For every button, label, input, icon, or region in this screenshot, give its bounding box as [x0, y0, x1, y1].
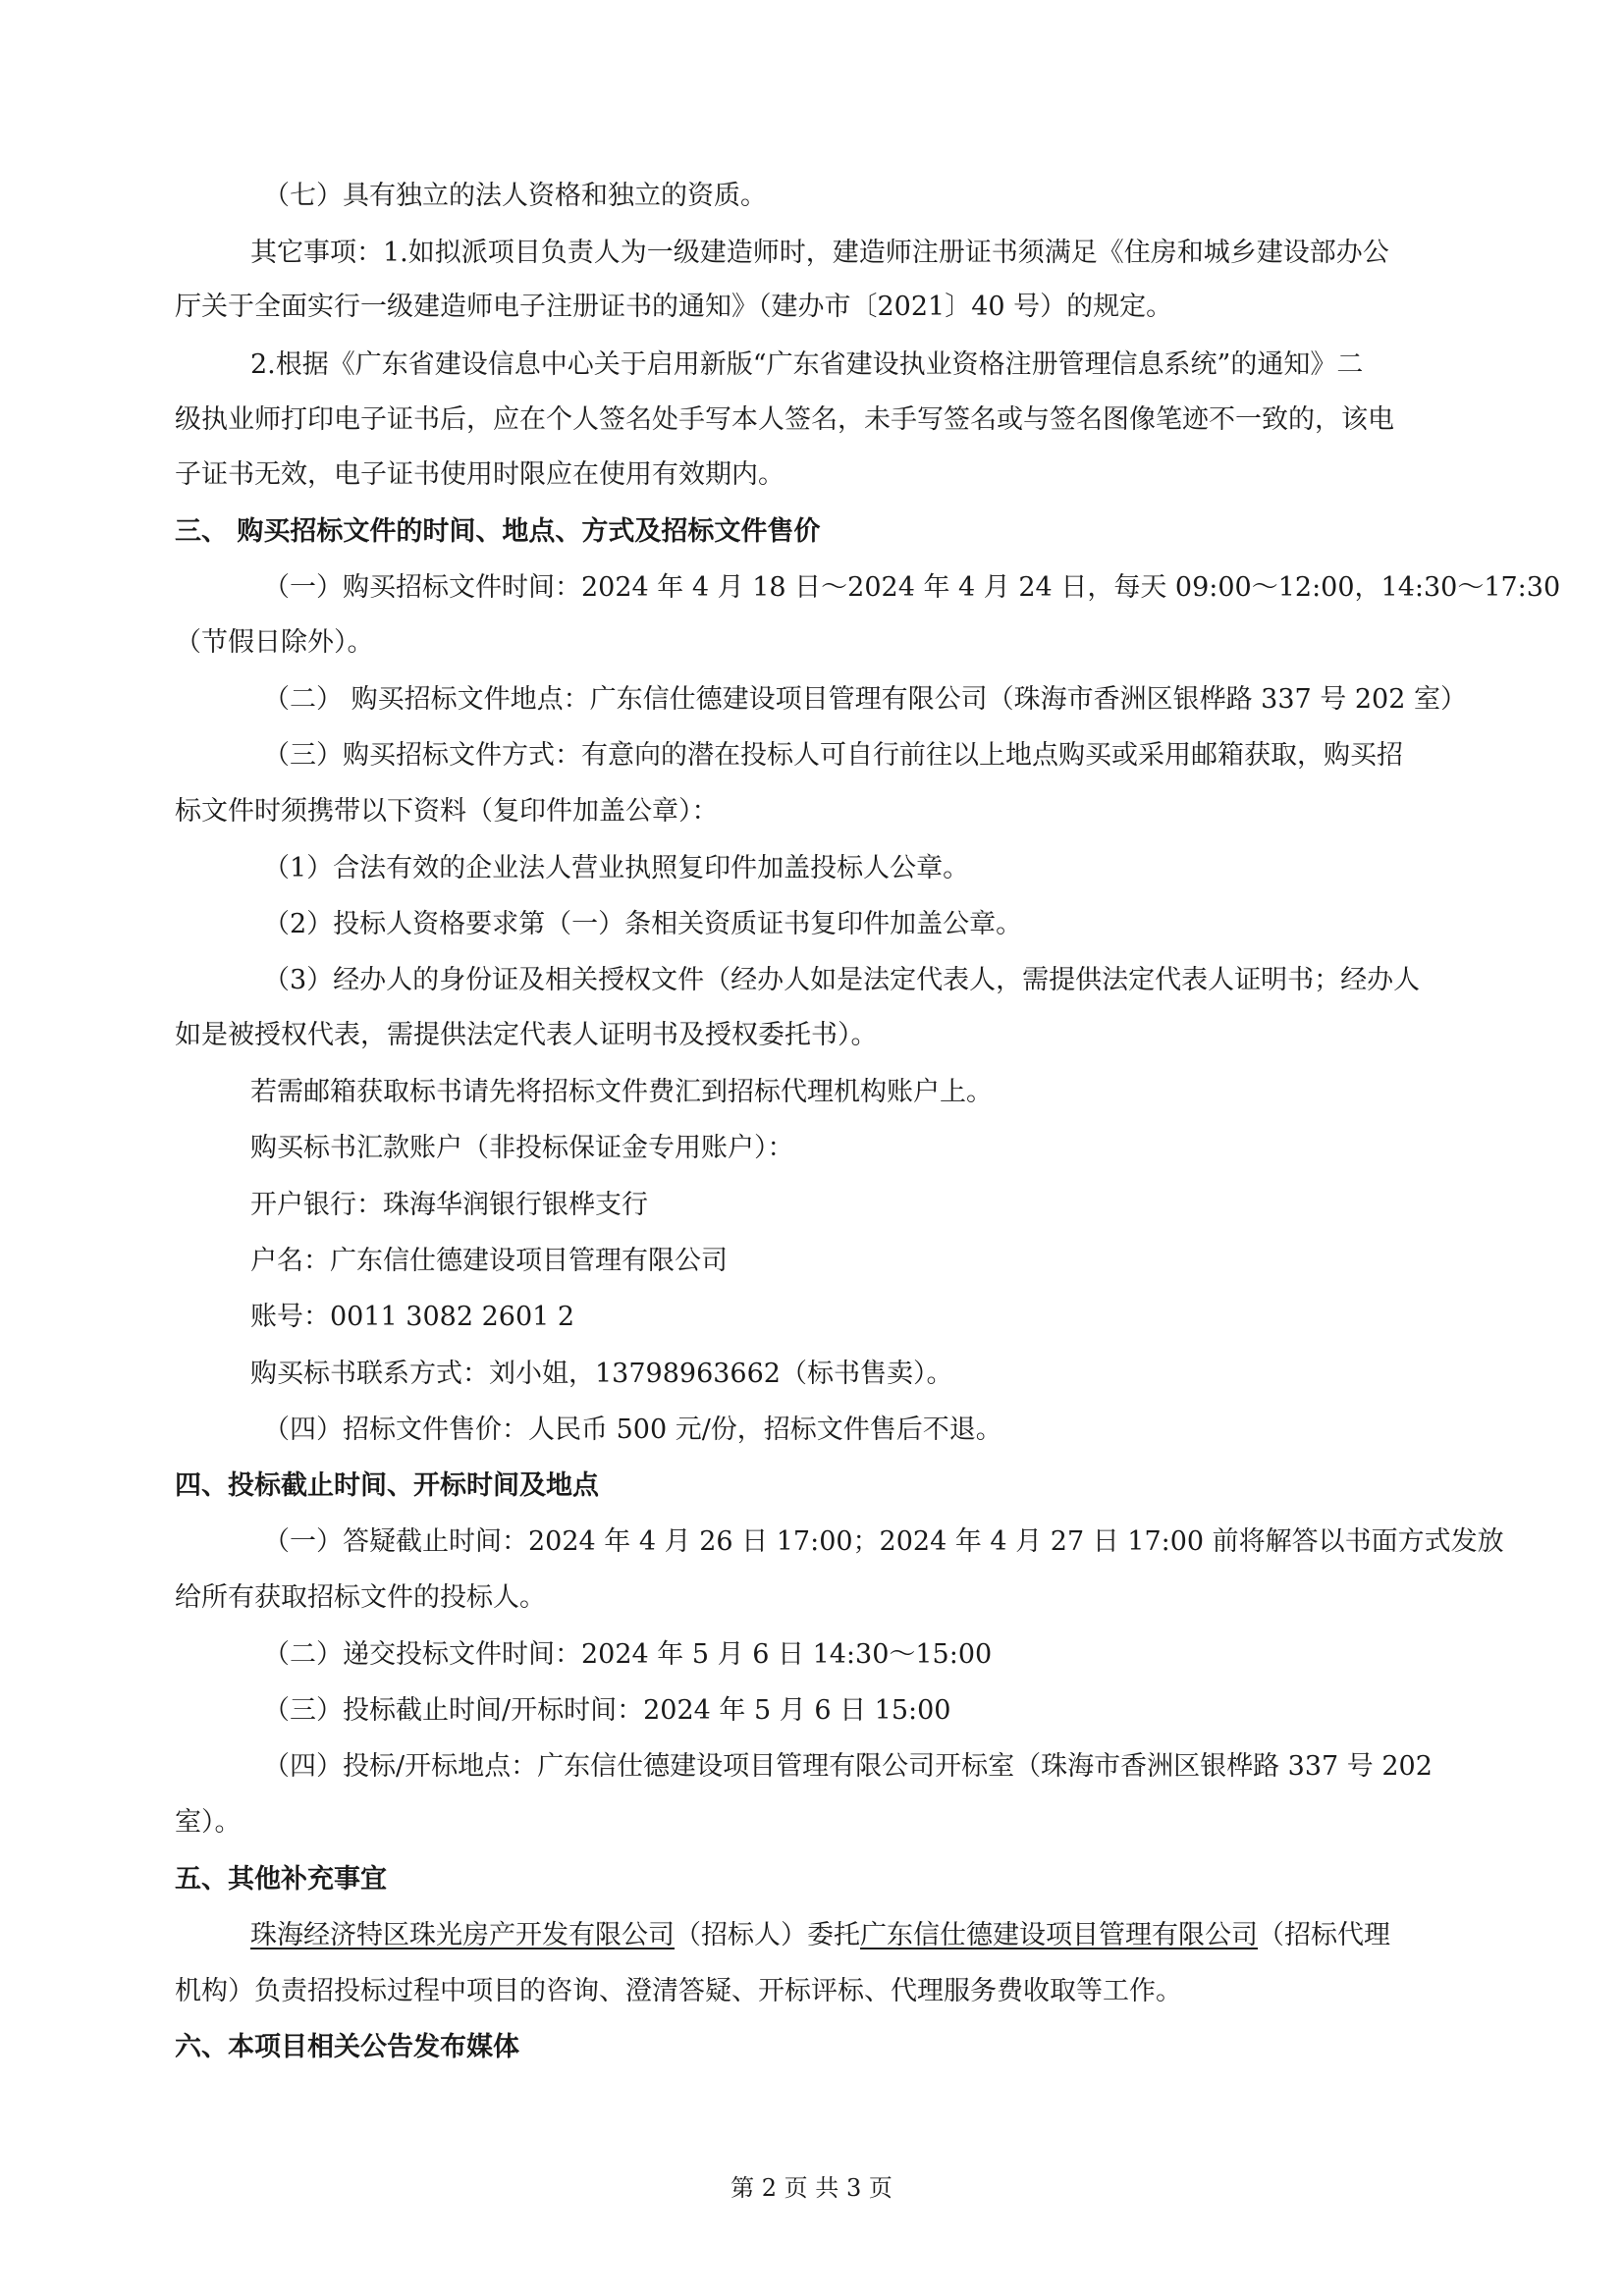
- other-matters-2-line1: 2.根据《广东省建设信息中心关于启用新版“广东省建设执业资格注册管理信息系统”的通知》二: [250, 349, 1364, 380]
- document-price: （四）招标文件售价：人民币 500 元/份，招标文件售后不退。: [263, 1415, 1002, 1445]
- qualification-seven: （七）具有独立的法人资格和独立的资质。: [263, 181, 767, 211]
- section-4-heading: 四、投标截止时间、开标时间及地点: [175, 1470, 599, 1501]
- account-number: 账号：0011 3082 2601 2: [250, 1302, 575, 1332]
- tenderer-name: 珠海经济特区珠光房产开发有限公司: [250, 1920, 675, 1950]
- purchase-location: （二） 购买招标文件地点：广东信仕德建设项目管理有限公司（珠海市香洲区银桦路 337 号 202 室）: [263, 684, 1467, 715]
- page-number: 第 2 页 共 3 页: [730, 2174, 893, 2202]
- query-deadline-line2: 给所有获取招标文件的投标人。: [175, 1582, 546, 1613]
- tenderer-role: （招标人）委托: [675, 1920, 860, 1950]
- other-matters-1-line2: 厅关于全面实行一级建造师电子注册证书的通知》（建办市〔2021〕40 号）的规定。: [175, 292, 1173, 322]
- purchase-time-line2: （节假日除外）。: [175, 627, 374, 658]
- material-3-line2: 如是被授权代表，需提供法定代表人证明书及授权委托书）。: [175, 1020, 878, 1050]
- other-matters-2-line2: 级执业师打印电子证书后，应在个人签名处手写本人签名，未手写签名或与签名图像笔迹不一致的，该电: [175, 404, 1394, 435]
- section-6-heading: 六、本项目相关公告发布媒体: [175, 2032, 519, 2062]
- section-3-heading: 三、 购买招标文件的时间、地点、方式及招标文件售价: [175, 516, 821, 547]
- bid-deadline: （三）投标截止时间/开标时间：2024 年 5 月 6 日 15:00: [263, 1695, 951, 1726]
- material-1: （1）合法有效的企业法人营业执照复印件加盖投标人公章。: [263, 853, 970, 883]
- purchase-method-line2: 标文件时须携带以下资料（复印件加盖公章）：: [175, 796, 719, 827]
- entrust-line2: 机构）负责招投标过程中项目的咨询、澄清答疑、开标评标、代理服务费收取等工作。: [175, 1976, 1182, 2006]
- email-note: 若需邮箱获取标书请先将招标文件费汇到招标代理机构账户上。: [250, 1077, 993, 1107]
- contact: 购买标书联系方式：刘小姐，13798963662（标书售卖）。: [250, 1359, 953, 1389]
- submission-time: （二）递交投标文件时间：2024 年 5 月 6 日 14:30～15:00: [263, 1639, 993, 1670]
- entrust-line1: [250, 1919, 1390, 1952]
- purchase-time-line1: （一）购买招标文件时间：2024 年 4 月 18 日～2024 年 4 月 24 日，每天 09:00～12:00，14:30～17:30: [263, 572, 1561, 603]
- other-matters-2-line3: 子证书无效，电子证书使用时限应在使用有效期内。: [175, 459, 784, 490]
- account-holder: 户名：广东信仕德建设项目管理有限公司: [250, 1246, 728, 1276]
- agency-name: 广东信仕德建设项目管理有限公司: [860, 1920, 1258, 1950]
- agency-role: （招标代理: [1258, 1920, 1390, 1950]
- purchase-method-line1: （三）购买招标文件方式：有意向的潜在投标人可自行前往以上地点购买或采用邮箱获取，购买招: [263, 740, 1403, 771]
- opening-location-line1: （四）投标/开标地点：广东信仕德建设项目管理有限公司开标室（珠海市香洲区银桦路 337 号 202: [263, 1751, 1433, 1782]
- section-5-heading: 五、其他补充事宜: [175, 1864, 387, 1895]
- opening-location-line2: 室）。: [175, 1807, 242, 1838]
- query-deadline-line1: （一）答疑截止时间：2024 年 4 月 26 日 17:00；2024 年 4 月 27 日 17:00 前将解答以书面方式发放: [263, 1526, 1504, 1557]
- bank-name: 开户银行：珠海华润银行银桦支行: [250, 1190, 648, 1220]
- material-3-line1: （3）经办人的身份证及相关授权文件（经办人如是法定代表人，需提供法定代表人证明书；经办人: [263, 965, 1421, 995]
- material-2: （2）投标人资格要求第（一）条相关资质证书复印件加盖公章。: [263, 909, 1023, 939]
- other-matters-1-line1: 其它事项：1.如拟派项目负责人为一级建造师时，建造师注册证书须满足《住房和城乡建设部办公: [250, 238, 1389, 268]
- account-title: 购买标书汇款账户（非投标保证金专用账户）：: [250, 1133, 794, 1163]
